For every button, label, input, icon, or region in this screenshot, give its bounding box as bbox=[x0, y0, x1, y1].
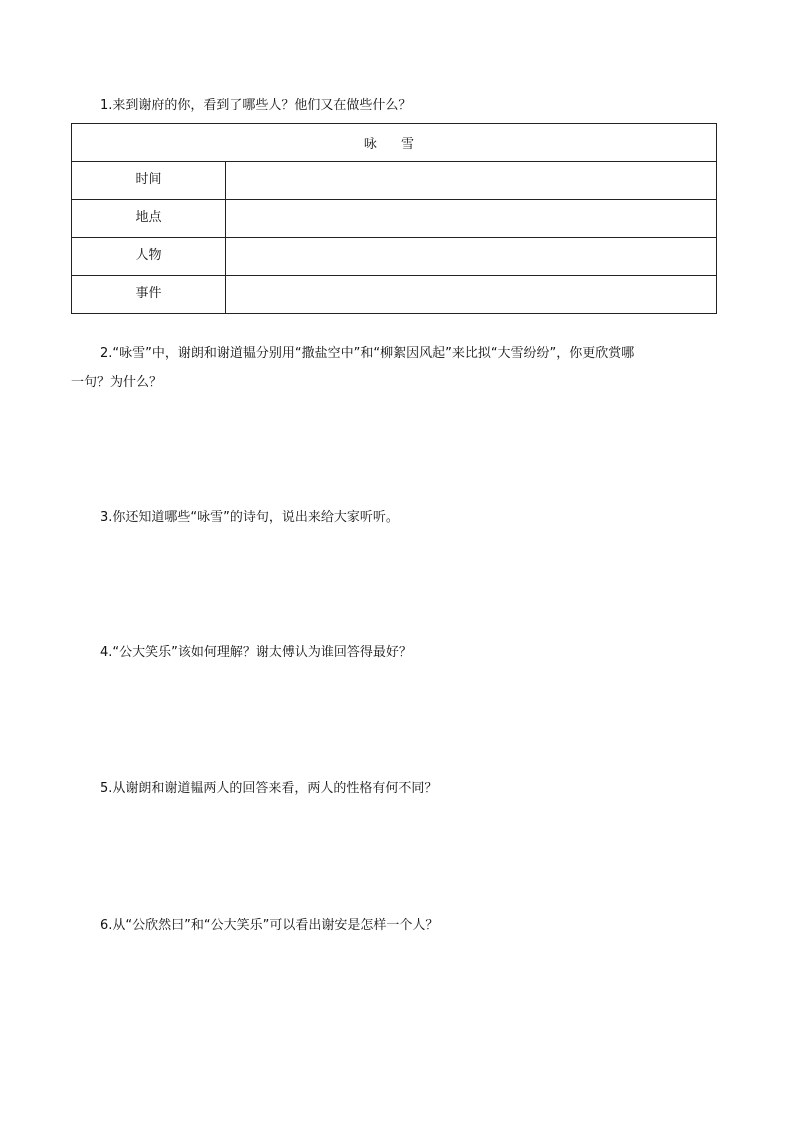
table-title: 咏 雪 bbox=[72, 124, 717, 162]
story-elements-table bbox=[71, 123, 717, 314]
question-2-line-2: 一句？为什么？ bbox=[71, 375, 163, 390]
table-row bbox=[72, 276, 717, 314]
table-row bbox=[72, 200, 717, 238]
table-row bbox=[72, 238, 717, 276]
row-value-event[interactable] bbox=[226, 276, 717, 314]
row-value-time[interactable] bbox=[226, 162, 717, 200]
question-2-line-1: 2.“咏雪”中，谢朗和谢道韫分别用“撒盐空中”和“柳絮因风起”来比拟“大雪纷纷”，你更欣赏哪 bbox=[100, 346, 635, 361]
row-label-event: 事件 bbox=[72, 276, 226, 314]
question-3: 3.你还知道哪些“咏雪”的诗句，说出来给大家听听。 bbox=[100, 510, 399, 525]
question-6: 6.从“公欣然曰”和“公大笑乐”可以看出谢安是怎样一个人？ bbox=[100, 918, 439, 933]
row-value-place[interactable] bbox=[226, 200, 717, 238]
row-label-time: 时间 bbox=[72, 162, 226, 200]
question-1: 1.来到谢府的你，看到了哪些人？他们又在做些什么？ bbox=[100, 98, 412, 113]
question-5: 5.从谢朗和谢道韫两人的回答来看，两人的性格有何不同？ bbox=[100, 781, 438, 796]
row-label-people: 人物 bbox=[72, 238, 226, 276]
table-title-row bbox=[72, 124, 717, 162]
question-4: 4.“公大笑乐”该如何理解？谢太傅认为谁回答得最好？ bbox=[100, 645, 412, 660]
row-value-people[interactable] bbox=[226, 238, 717, 276]
table-row bbox=[72, 162, 717, 200]
row-label-place: 地点 bbox=[72, 200, 226, 238]
